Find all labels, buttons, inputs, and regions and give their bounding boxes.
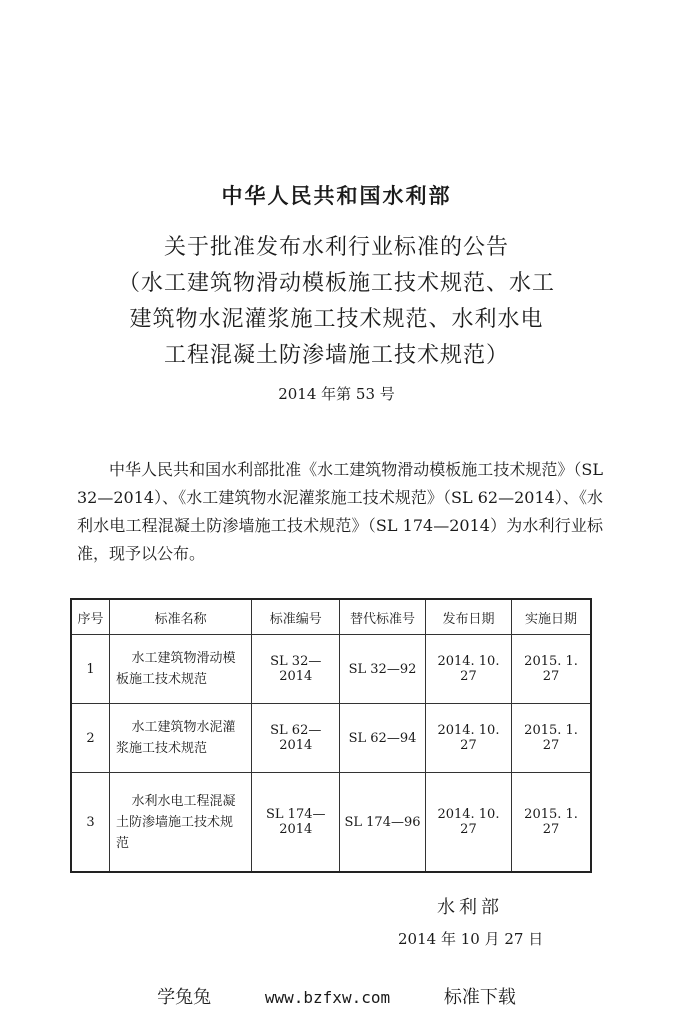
site-watermark [0,983,673,1009]
cell-replaced: SL 62—94 [340,704,426,773]
watermark-url[interactable]: www.bzfxw.com [264,988,391,1007]
cell-issue-date: 2014. 10. 27 [425,773,511,873]
cell-index: 2 [71,704,109,773]
table-row [71,704,591,773]
header-effective-date: 实施日期 [512,599,591,635]
watermark-tagline: 标准下载 [443,987,516,1008]
cell-index: 3 [71,773,109,873]
cell-name: 水工建筑物水泥灌浆施工技术规范 [109,704,251,773]
cell-effective-date: 2015. 1. 27 [512,773,591,873]
signing-date: 2014 年 10 月 27 日 [398,930,544,948]
header-issue-date: 发布日期 [425,599,511,635]
header-replaced: 替代标准号 [340,599,426,635]
cell-effective-date: 2015. 1. 27 [512,635,591,704]
issuing-ministry: 中华人民共和国水利部 [221,183,452,208]
header-code: 标准编号 [252,599,340,635]
cell-replaced: SL 174—96 [340,773,426,873]
document-number: 2014 年第 53 号 [278,385,395,403]
announcement-body: 中华人民共和国水利部批准《水工建筑物滑动模板施工技术规范》（SL 32—2014）、《水工建筑物水泥灌浆施工技术规范》（SL 62—2014）、《水利水电工程混凝土防渗墙施工技术规范》（SL 174—2014）为水利行业标准，现予以公布。 [77,460,603,563]
table-header-row [71,599,591,635]
cell-code: SL 32—2014 [252,635,340,704]
title-line: 建筑物水泥灌浆施工技术规范、水利水电 [129,307,544,332]
watermark-brand: 学兔兔 [157,987,212,1008]
cell-replaced: SL 32—92 [340,635,426,704]
signing-organization: 水利部 [437,897,503,918]
cell-name: 水利水电工程混凝土防渗墙施工技术规范 [109,773,251,873]
cell-code: SL 174—2014 [252,773,340,873]
cell-issue-date: 2014. 10. 27 [425,635,511,704]
cell-name: 水工建筑物滑动模板施工技术规范 [109,635,251,704]
cell-issue-date: 2014. 10. 27 [425,704,511,773]
cell-index: 1 [71,635,109,704]
standards-table [70,598,592,873]
table-row [71,635,591,704]
cell-code: SL 62—2014 [252,704,340,773]
cell-effective-date: 2015. 1. 27 [512,704,591,773]
title-line: 工程混凝土防渗墙施工技术规范） [163,343,509,368]
header-index: 序号 [71,599,109,635]
announcement-title [0,230,673,374]
title-line: 关于批准发布水利行业标准的公告 [163,235,509,260]
title-line: （水工建筑物滑动模板施工技术规范、水工 [117,271,555,296]
table-row [71,773,591,873]
header-name: 标准名称 [109,599,251,635]
